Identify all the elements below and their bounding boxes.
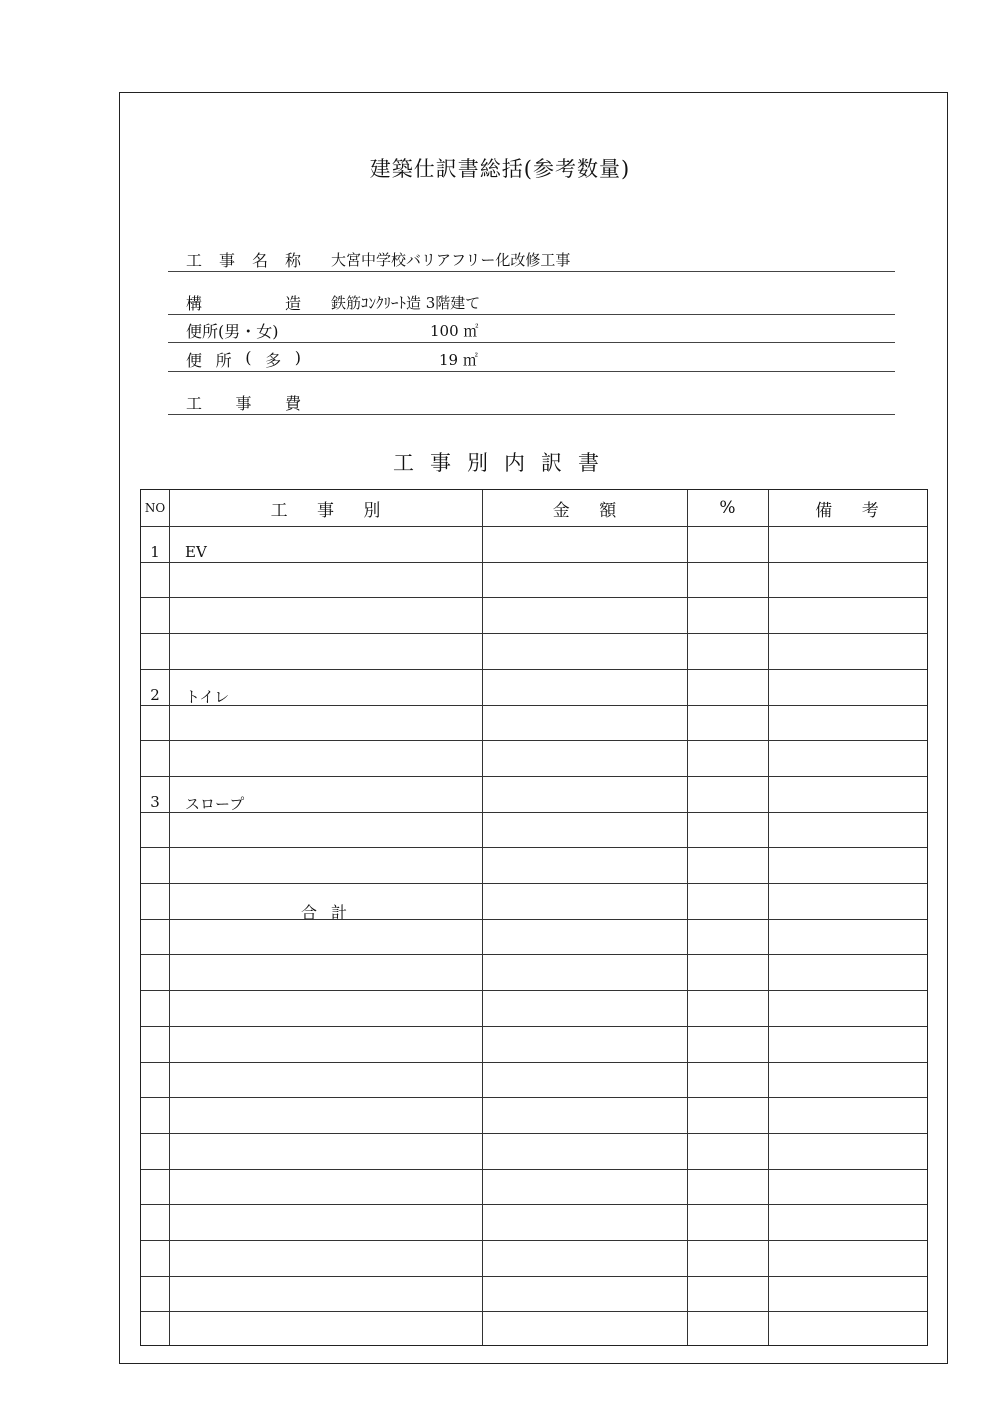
row-divider (141, 562, 927, 563)
row-divider (141, 919, 927, 920)
toilet-mf-area: 100 ㎡ (430, 322, 479, 340)
row-divider (141, 1240, 927, 1241)
breakdown-title: 工事別内訳書 (393, 451, 615, 475)
row-divider (141, 1133, 927, 1134)
row-divider (141, 1097, 927, 1098)
structure-value: 鉄筋ｺﾝｸﾘｰﾄ造 3階建て (331, 294, 481, 312)
breakdown-table (140, 489, 928, 1346)
info-row-project-name (168, 247, 895, 272)
column-divider (169, 490, 170, 1345)
info-row-toilet-mf (168, 318, 895, 343)
info-row-structure (168, 290, 895, 315)
table-row-name: トイレ (185, 687, 230, 706)
row-divider (141, 954, 927, 955)
toilet-mf-label: 便所(男・女) (186, 322, 279, 341)
toilet-multi-label: 便 所 ( 多 ) (186, 348, 301, 370)
row-divider (141, 812, 927, 813)
header-percent: % (719, 498, 736, 518)
row-divider (141, 883, 927, 884)
row-divider (141, 1204, 927, 1205)
row-divider (141, 1311, 927, 1312)
row-divider (141, 1276, 927, 1277)
row-divider (141, 705, 927, 706)
info-row-toilet-multi (168, 347, 895, 372)
total-label: 合計 (301, 903, 362, 922)
project-name-label: 工 事 名 称 (186, 251, 301, 270)
column-divider (687, 490, 688, 1345)
row-divider (141, 633, 927, 634)
row-divider (141, 669, 927, 670)
table-row-no: 3 (150, 792, 160, 811)
document-title: 建築仕訳書総括(参考数量) (369, 157, 631, 181)
row-divider (141, 1062, 927, 1063)
table-row-name: スロープ (185, 794, 245, 813)
table-row-name: EV (185, 543, 207, 561)
column-divider (482, 490, 483, 1345)
toilet-multi-area: 19 ㎡ (439, 351, 478, 369)
info-row-cost (168, 390, 895, 415)
header-no: NO (144, 501, 166, 515)
header-amount: 金 額 (552, 500, 629, 521)
column-divider (768, 490, 769, 1345)
row-divider (141, 847, 927, 848)
cost-label: 工 事 費 (186, 394, 301, 413)
row-divider (141, 990, 927, 991)
row-divider (141, 597, 927, 598)
project-name-value: 大宮中学校バリアフリー化改修工事 (331, 251, 571, 269)
header-remarks: 備 考 (815, 500, 891, 521)
header-item: 工 事 別 (270, 500, 393, 521)
row-divider (141, 776, 927, 777)
row-divider (141, 1169, 927, 1170)
row-divider (141, 1026, 927, 1027)
table-row-no: 1 (150, 543, 160, 561)
structure-label: 構 造 (186, 294, 301, 313)
row-divider (141, 740, 927, 741)
table-row-no: 2 (150, 685, 160, 704)
header-divider (141, 526, 927, 527)
